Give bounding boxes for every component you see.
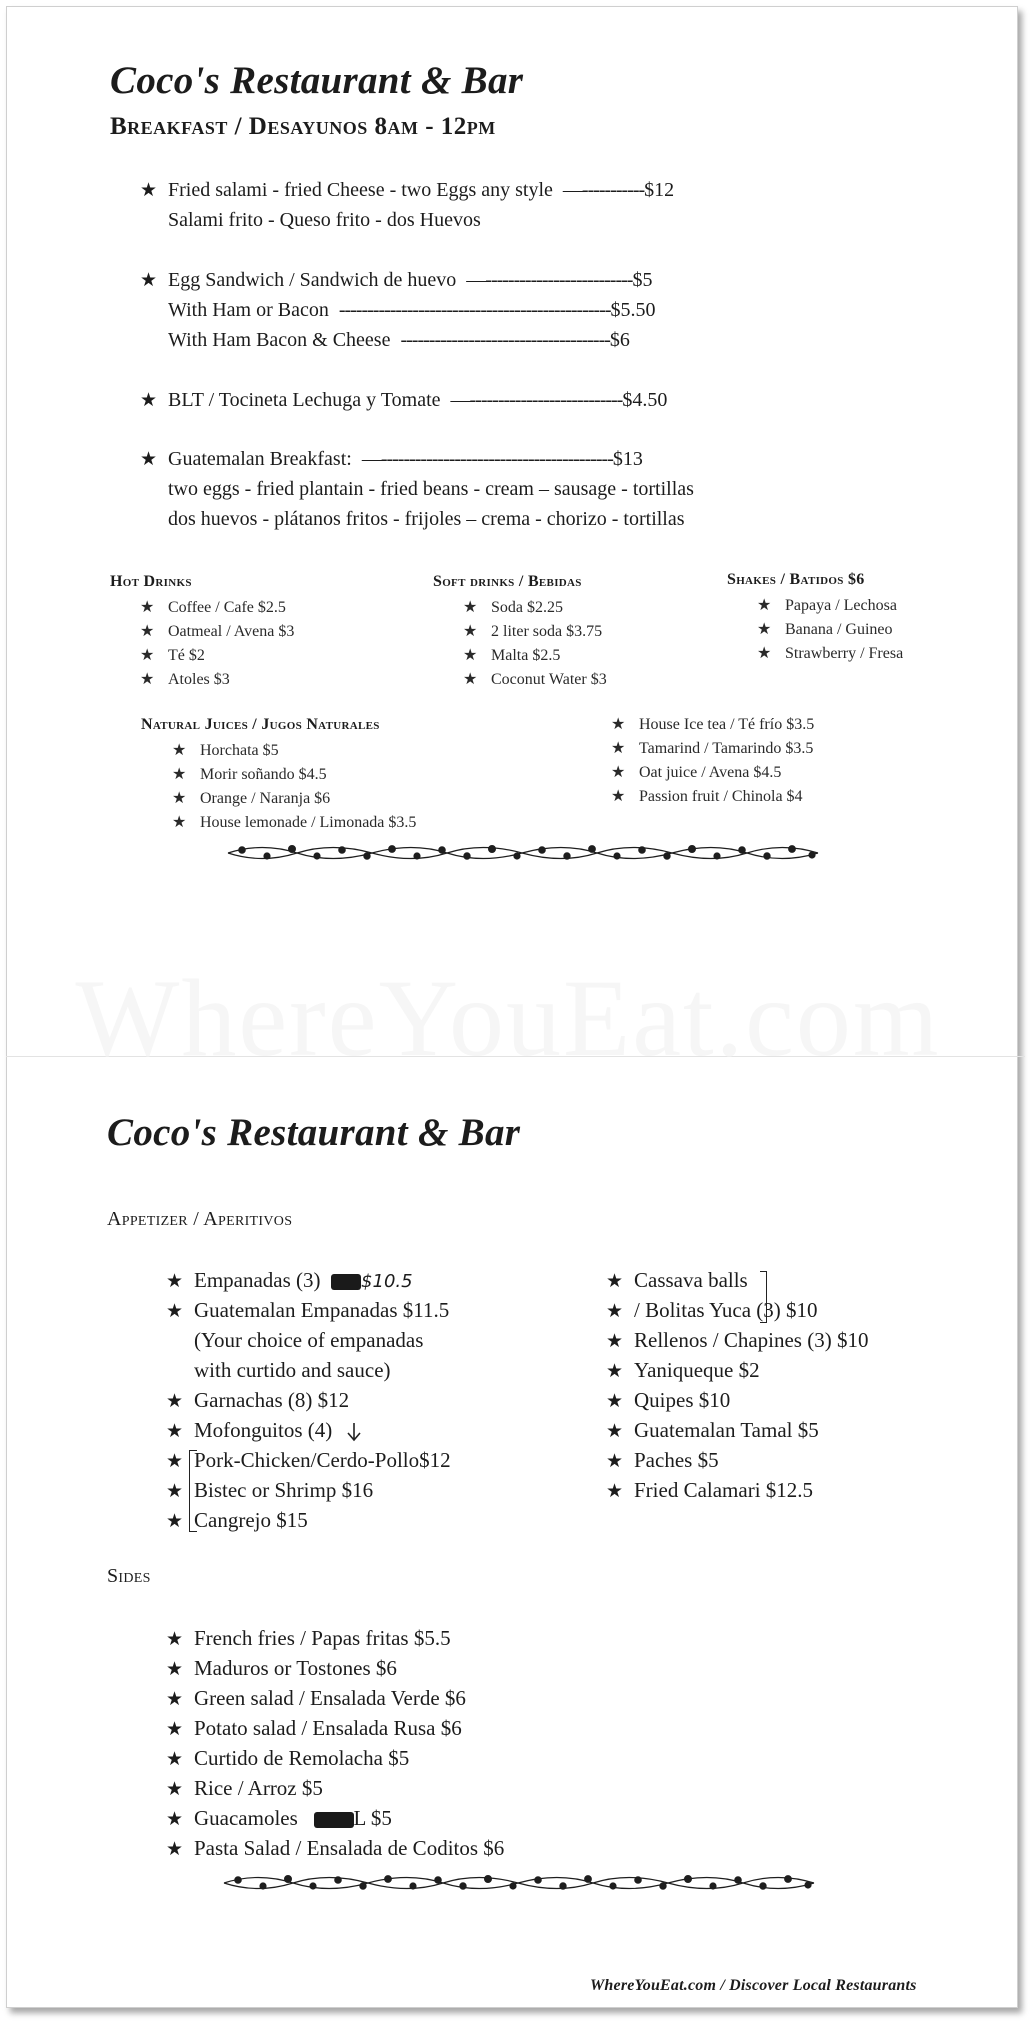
breakfast-header: Breakfast / Desayunos 8am - 12pm (110, 113, 496, 140)
star-icon: ★ (166, 1420, 184, 1442)
star-icon: ★ (166, 1778, 184, 1800)
list-item: ★ French fries / Papas fritas $5.5 (166, 1623, 451, 1654)
handwritten-bracket (760, 1271, 767, 1323)
list-item: ★ Oatmeal / Avena $3 (140, 619, 294, 644)
restaurant-title: Coco's Restaurant & Bar (110, 59, 524, 102)
star-icon: ★ (140, 669, 155, 688)
list-item: ★ Oat juice / Avena $4.5 (611, 760, 781, 785)
star-icon: ★ (606, 1360, 624, 1382)
juices-header: Natural Juices / Jugos Naturales (141, 716, 380, 733)
vine-ornament (228, 846, 818, 860)
star-icon: ★ (140, 621, 155, 640)
star-icon: ★ (140, 645, 155, 664)
breakfast-item-translation: Salami frito - Queso frito - dos Huevos (168, 209, 481, 231)
appetizer-header: Appetizer / Aperitivos (107, 1208, 293, 1230)
list-item: ★ Soda $2.25 (463, 595, 563, 620)
list-item: ★ Rice / Arroz $5 (166, 1773, 323, 1804)
breakfast-item-translation: dos huevos - plátanos fritos - frijoles – crema - chorizo - tortillas (168, 508, 685, 530)
list-item: ★ Rellenos / Chapines (3) $10 (606, 1325, 868, 1356)
list-item: ★ Guacamoles L $5 (166, 1803, 392, 1834)
list-item: ★ Empanadas (3) $10.5 (166, 1265, 413, 1297)
star-icon: ★ (166, 1480, 184, 1502)
floral-divider (218, 1868, 820, 1898)
list-item: ★ Atoles $3 (140, 667, 230, 692)
star-icon: ★ (140, 389, 158, 411)
breakfast-item: ★ Guatemalan Breakfast: —-----------------------------------------$13 (140, 445, 643, 473)
floral-divider (222, 838, 824, 868)
handwritten-bracket (189, 1450, 197, 1532)
star-icon: ★ (757, 595, 772, 614)
list-item-note: with curtido and sauce) (194, 1358, 391, 1382)
star-icon: ★ (166, 1808, 184, 1830)
star-icon: ★ (140, 269, 158, 291)
list-item: ★ Malta $2.5 (463, 643, 560, 668)
list-item: ★ Strawberry / Fresa (757, 641, 903, 666)
hot-drinks-header: Hot Drinks (110, 573, 192, 590)
star-icon: ★ (166, 1748, 184, 1770)
list-item: ★ Potato salad / Ensalada Rusa $6 (166, 1713, 462, 1744)
star-icon: ★ (172, 740, 187, 759)
star-icon: ★ (606, 1270, 624, 1292)
list-item: ★ Yaniqueque $2 (606, 1355, 760, 1386)
star-icon: ★ (606, 1480, 624, 1502)
star-icon: ★ (757, 643, 772, 662)
star-icon: ★ (172, 812, 187, 831)
star-icon: ★ (166, 1838, 184, 1860)
star-icon: ★ (606, 1330, 624, 1352)
list-item-note: (Your choice of empanadas (194, 1328, 424, 1352)
star-icon: ★ (166, 1300, 184, 1322)
list-item: ★ Coconut Water $3 (463, 667, 607, 692)
shakes-header: Shakes / Batidos $6 (727, 571, 865, 588)
star-icon: ★ (140, 597, 155, 616)
redaction-mark (331, 1274, 361, 1290)
list-item: ★ Guatemalan Tamal $5 (606, 1415, 819, 1446)
list-item: ★ / Bolitas Yuca (3) $10 (606, 1295, 818, 1326)
list-item: ★ Papaya / Lechosa (757, 593, 897, 618)
list-item: ★ Morir soñando $4.5 (172, 762, 327, 787)
list-item: ★ Orange / Naranja $6 (172, 786, 330, 811)
star-icon: ★ (166, 1510, 184, 1532)
breakfast-item: With Ham or Bacon ------------------------------------------------$5.50 (168, 299, 656, 321)
breakfast-item: ★ Fried salami - fried Cheese - two Eggs any style —-----------$12 (140, 176, 674, 204)
vine-ornament (224, 1876, 814, 1890)
star-icon: ★ (172, 788, 187, 807)
list-item: ★ Banana / Guineo (757, 617, 893, 642)
list-item: ★ Garnachas (8) $12 (166, 1385, 349, 1416)
star-icon: ★ (611, 738, 626, 757)
list-item: ★ Green salad / Ensalada Verde $6 (166, 1683, 466, 1714)
breakfast-item: ★ BLT / Tocineta Lechuga y Tomate —---------------------------$4.50 (140, 386, 667, 414)
list-item: ★ Bistec or Shrimp $16 (166, 1475, 373, 1506)
list-item: ★ Horchata $5 (172, 738, 279, 763)
star-icon: ★ (463, 597, 478, 616)
list-item: ★ Paches $5 (606, 1445, 719, 1476)
list-item: ★ Cassava balls (606, 1265, 748, 1296)
star-icon: ★ (166, 1688, 184, 1710)
sides-header: Sides (107, 1565, 151, 1587)
star-icon: ★ (140, 179, 158, 201)
star-icon: ★ (172, 764, 187, 783)
list-item: ★ Fried Calamari $12.5 (606, 1475, 813, 1506)
star-icon: ★ (757, 619, 772, 638)
list-item: ★ House Ice tea / Té frío $3.5 (611, 712, 814, 737)
star-icon: ★ (166, 1450, 184, 1472)
star-icon: ★ (611, 786, 626, 805)
list-item: ★ 2 liter soda $3.75 (463, 619, 602, 644)
star-icon: ★ (606, 1420, 624, 1442)
list-item: ★ Quipes $10 (606, 1385, 730, 1416)
list-item: ★ Cangrejo $15 (166, 1505, 308, 1536)
breakfast-item-description: two eggs - fried plantain - fried beans - cream – sausage - tortillas (168, 478, 694, 500)
star-icon: ★ (606, 1450, 624, 1472)
breakfast-item: With Ham Bacon & Cheese -------------------------------------$6 (168, 329, 630, 351)
list-item: ★ Pasta Salad / Ensalada de Coditos $6 (166, 1833, 504, 1864)
list-item: ★ Maduros or Tostones $6 (166, 1653, 397, 1684)
star-icon: ★ (606, 1300, 624, 1322)
star-icon: ★ (166, 1718, 184, 1740)
list-item: ★ Curtido de Remolacha $5 (166, 1743, 409, 1774)
arrow-down-icon (344, 1419, 364, 1445)
list-item: ★ House lemonade / Limonada $3.5 (172, 810, 416, 835)
list-item: ★ Tamarind / Tamarindo $3.5 (611, 736, 813, 761)
handwritten-price: $10.5 (361, 1271, 413, 1292)
watermark: WhereYouEat.com (75, 957, 941, 1079)
breakfast-item: ★ Egg Sandwich / Sandwich de huevo —--------------------------$5 (140, 266, 652, 294)
star-icon: ★ (606, 1390, 624, 1412)
soft-drinks-header: Soft drinks / Bebidas (433, 573, 582, 590)
star-icon: ★ (140, 448, 158, 470)
star-icon: ★ (166, 1390, 184, 1412)
star-icon: ★ (463, 669, 478, 688)
star-icon: ★ (463, 645, 478, 664)
list-item: ★ Coffee / Cafe $2.5 (140, 595, 286, 620)
redaction-mark (314, 1812, 354, 1828)
list-item: ★ Mofonguitos (4) (166, 1415, 364, 1446)
list-item: ★ Té $2 (140, 643, 205, 668)
site-footer: WhereYouEat.com / Discover Local Restaurants (590, 1977, 917, 1994)
list-item: ★ Passion fruit / Chinola $4 (611, 784, 803, 809)
list-item: ★ Pork-Chicken/Cerdo-Pollo$12 (166, 1445, 451, 1476)
restaurant-title: Coco's Restaurant & Bar (107, 1111, 521, 1154)
star-icon: ★ (166, 1270, 184, 1292)
star-icon: ★ (611, 714, 626, 733)
star-icon: ★ (463, 621, 478, 640)
star-icon: ★ (611, 762, 626, 781)
list-item: ★ Guatemalan Empanadas $11.5 (166, 1295, 449, 1326)
star-icon: ★ (166, 1658, 184, 1680)
star-icon: ★ (166, 1628, 184, 1650)
